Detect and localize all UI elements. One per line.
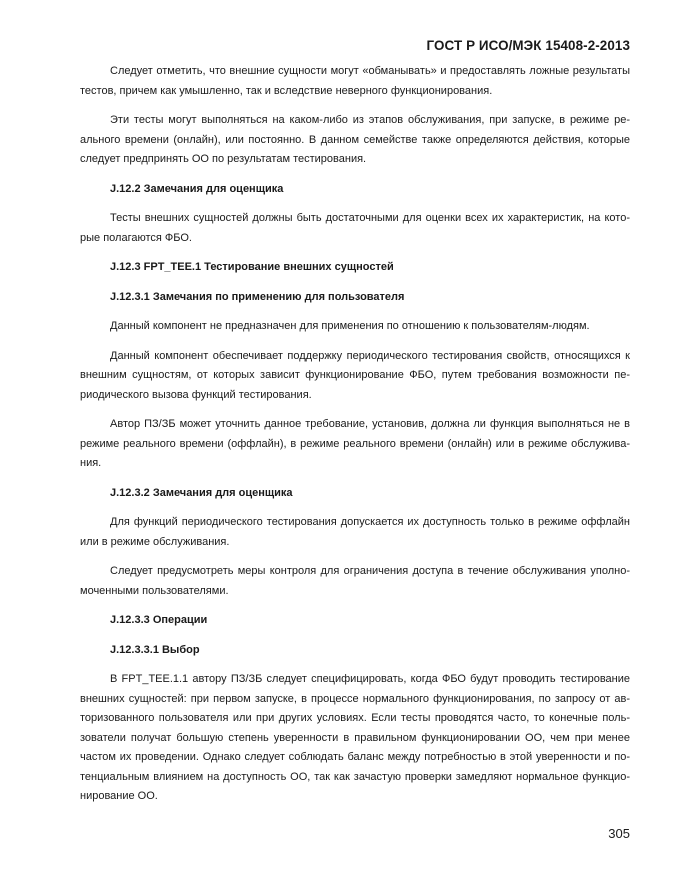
paragraph: Эти тесты могут выполняться на каком-либо из этапов обслуживания, при запуске, в режиме реального времени (онлайн), или постоянно. В данном семействе также определяются действия, которые следует предпринять ОО по результатам тестирования.: [80, 114, 630, 165]
section-heading: J.12.3 FPT_TEE.1 Тестирование внешних сущностей: [110, 261, 394, 273]
paragraph: Для функций периодического тестирования допускается их доступность только в режиме оффлайн или в режиме обслуживания.: [80, 516, 630, 548]
paragraph: Данный компонент обеспечивает поддержку периодического тестирования свойств, относящихся к внешним сущностям, от которых зависит функционирование ФБО, путем требования возможности периодического вызова функций тестирования.: [80, 349, 630, 401]
paragraph: Следует предусмотреть меры контроля для ограничения доступа в течение обслуживания уполномоченными пользователями.: [80, 565, 630, 597]
section-heading: J.12.3.2 Замечания для оценщика: [110, 486, 293, 499]
page-number: 305: [608, 826, 630, 841]
document-header: ГОСТ Р ИСО/МЭК 15408-2-2013: [426, 38, 630, 53]
section-heading: J.12.3.3 Операции: [110, 614, 208, 626]
paragraph: Автор ПЗ/ЗБ может уточнить данное требование, установив, должна ли функция выполняться не в режиме реального времени (оффлайн), в режиме реального времени (онлайн) или в режиме обслуживания.: [80, 418, 630, 469]
section-heading: J.12.3.1 Замечания по применению для пользователя: [110, 290, 405, 303]
document-body: [80, 62, 630, 817]
section-heading: J.12.3.3.1 Выбор: [110, 643, 200, 656]
section-heading: J.12.2 Замечания для оценщика: [110, 182, 284, 195]
paragraph: Данный компонент не предназначен для применения по отношению к пользователям-людям.: [110, 320, 590, 332]
paragraph: Тесты внешних сущностей должны быть достаточными для оценки всех их характеристик, на которые полагаются ФБО.: [80, 212, 630, 244]
paragraph: В FPT_TEE.1.1 автору ПЗ/ЗБ следует специфицировать, когда ФБО будут проводить тестирование внешних сущностей: при первом запуске, в процессе нормального функционирования, по запросу от авторизованного пользователя или при других условиях. Если тесты проводятся часто, то конечные пользователи получат большую степень уверенности в правильном функционировании ОО, чем при менее частом их проведении. Однако следует соблюдать баланс между потребностью в этой уверенности и потенциальным влиянием на доступность ОО, так как зачастую проверки замедляют нормальное функционирование ОО.: [80, 673, 630, 802]
paragraph: Следует отметить, что внешние сущности могут «обманывать» и предоставлять ложные результаты тестов, причем как умышленно, так и вследствие неверного функционирования.: [80, 65, 630, 97]
